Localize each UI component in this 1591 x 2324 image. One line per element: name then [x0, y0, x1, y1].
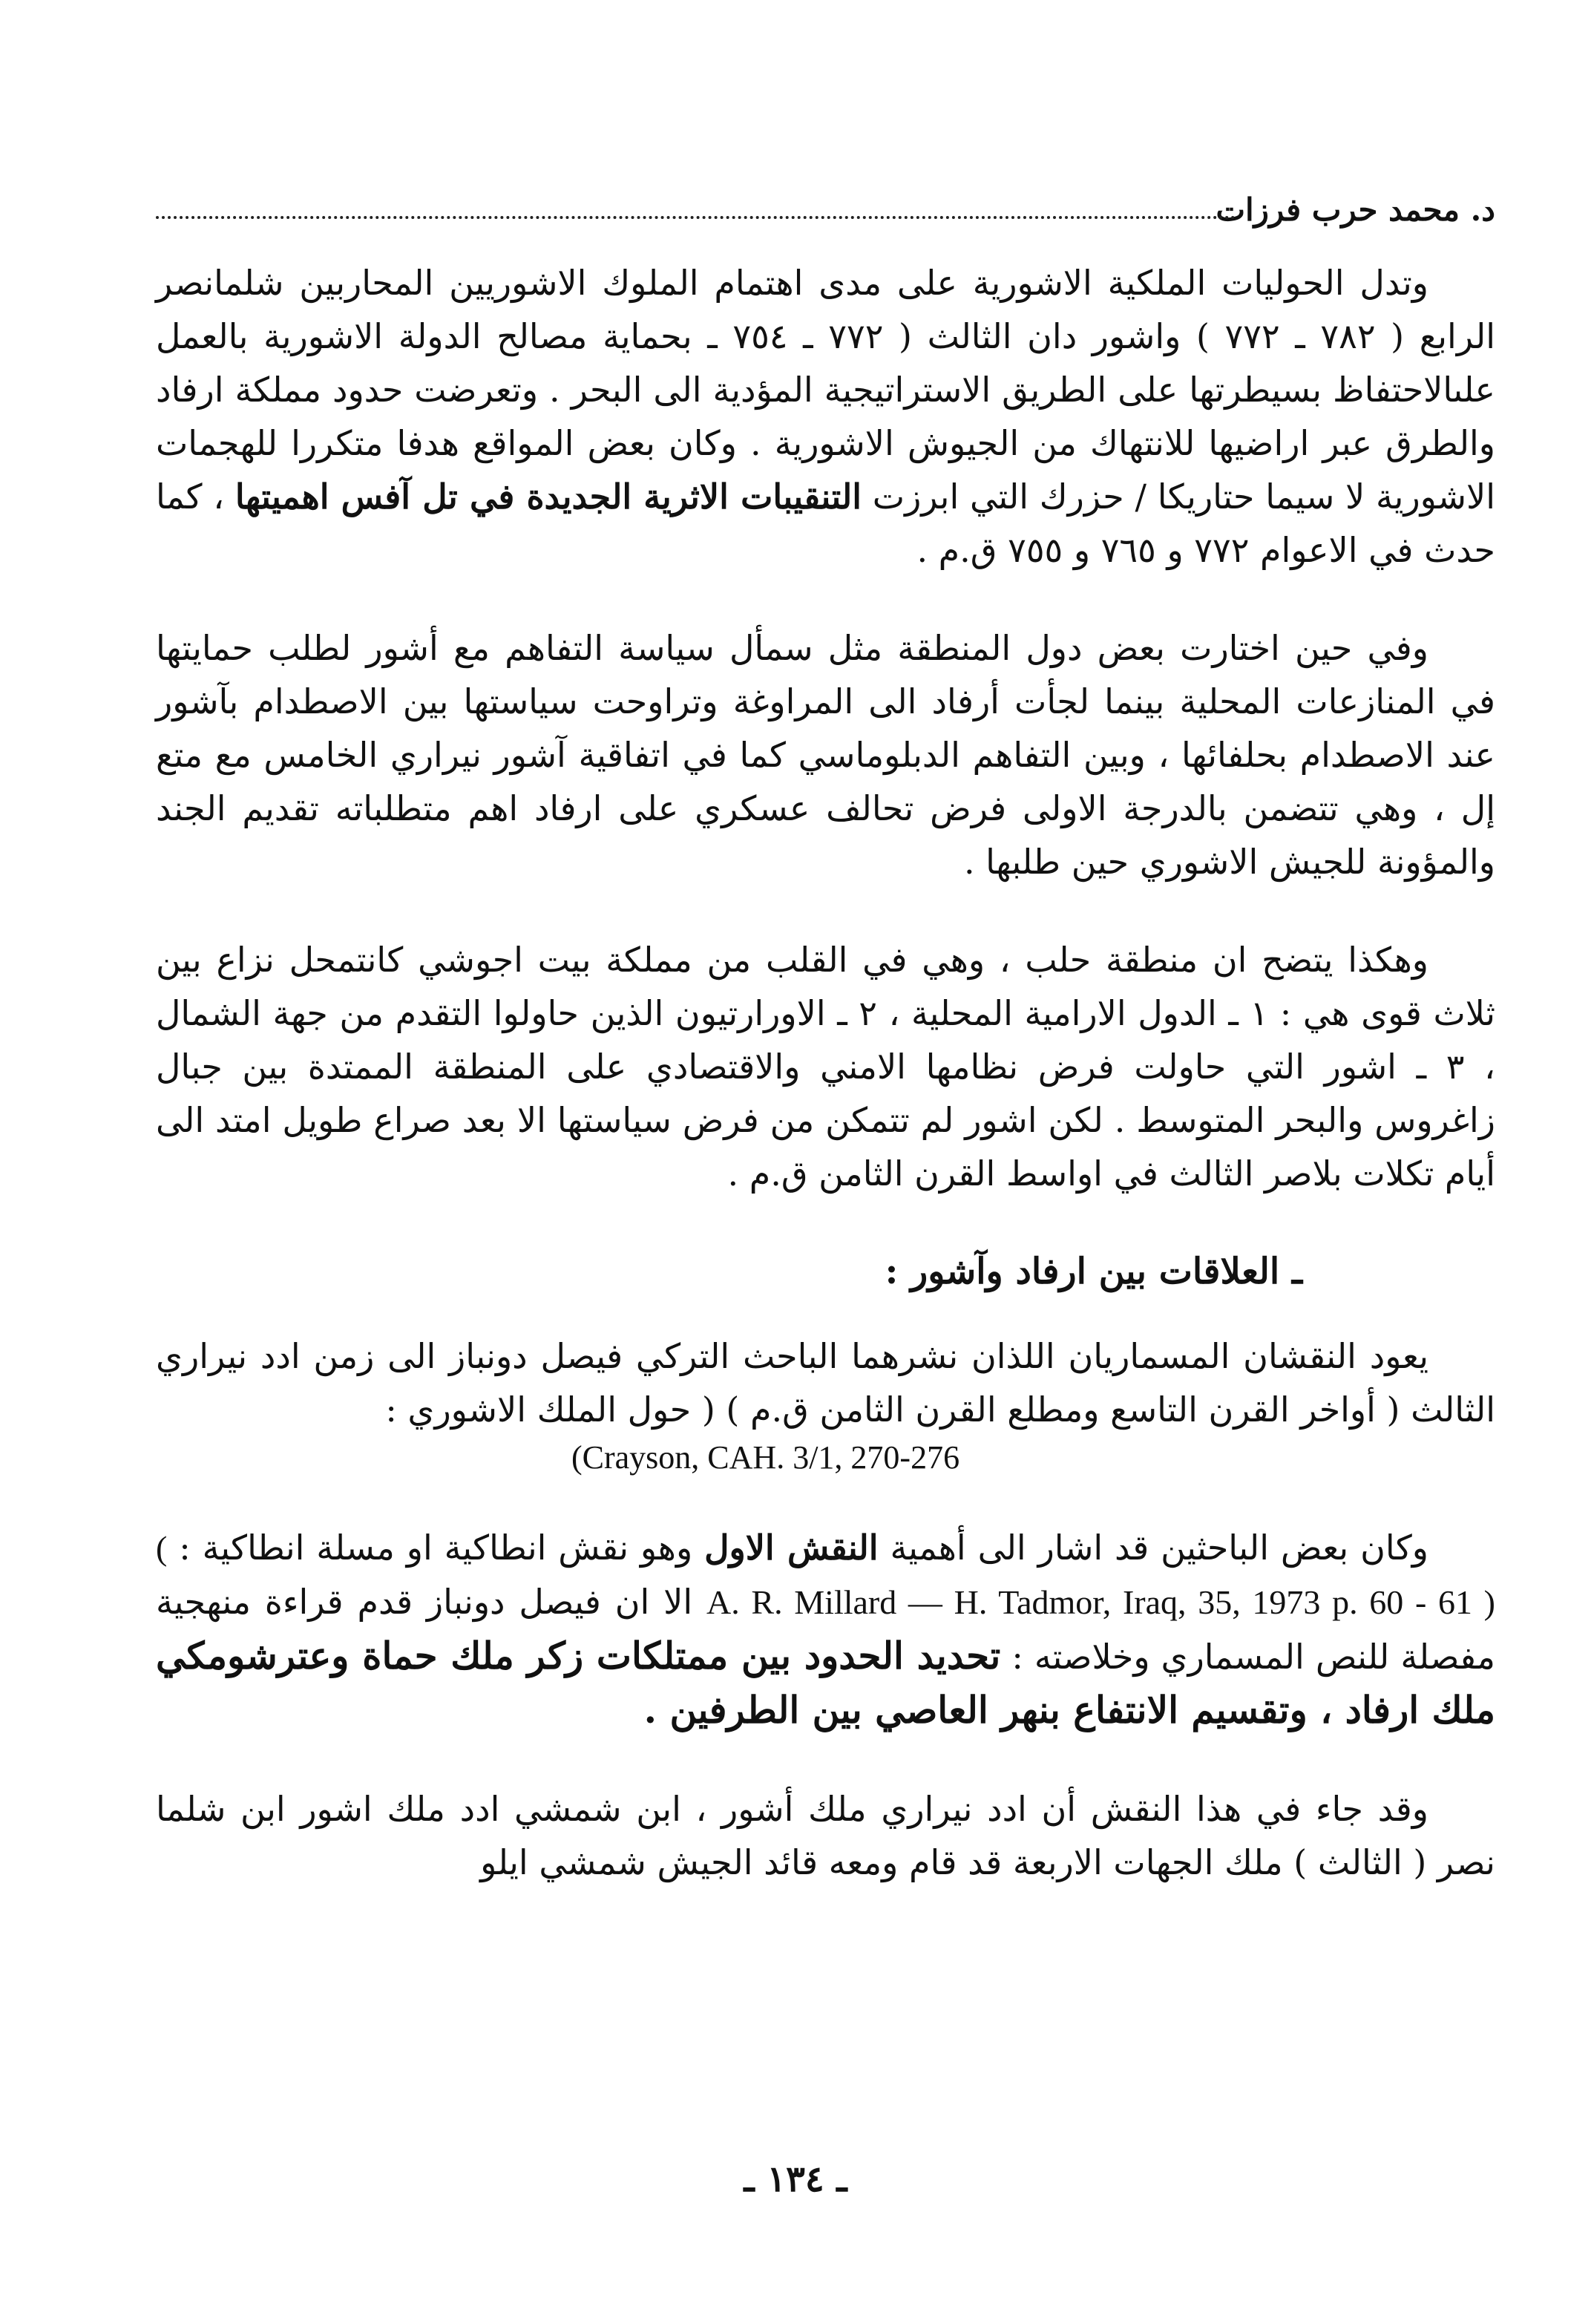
paragraph-4: [156, 1329, 1495, 1436]
paragraph-5-start: وكان بعض الباحثين قد اشار الى أهمية: [890, 1528, 1429, 1568]
paragraph-5-conclusion: تحديد الحدود بين ممتلكات زكر ملك حماة وعترشومكي ملك ارفاد ، وتقسيم الانتفاع بنهر العاصي بين الطرفين .: [156, 1634, 1495, 1732]
body-text: [156, 256, 1495, 1934]
paragraph-4-text: يعود النقشان المسماريان اللذان نشرهما الباحث التركي فيصل دونباز الى زمن ادد نيراري الثالث ( أواخر القرن التاسع ومطلع القرن الثامن ق.م ) ( حول الملك الاشوري :: [156, 1336, 1495, 1430]
paragraph-5-mid: وهو نقش انطاكية او مسلة انطاكية :: [179, 1528, 693, 1568]
paragraph-1: [156, 256, 1495, 577]
paragraph-4-reference: (Crayson, CAH. 3/1, 270-276: [571, 1439, 960, 1476]
paragraph-6: وقد جاء في هذا النقش أن ادد نيراري ملك أشور ، ابن شمشي ادد ملك اشور ابن شلما نصر ( الثالث ) ملك الجهات الاربعة قد قام ومعه قائد الجيش شمشي ايلو: [156, 1789, 1495, 1882]
paragraph-5-reference: ( A. R. Millard — H. Tadmor, Iraq, 35, 1973 p. 60 - 61 ): [156, 1529, 1495, 1621]
author-name: د. محمد حرب فرزات: [1208, 192, 1495, 229]
running-header: [156, 192, 1495, 229]
page-number: ـ ١٣٤ ـ: [744, 2158, 847, 2200]
header-dotted-rule: [156, 216, 1236, 219]
section-heading: ـ العلاقات بين ارفاد وآشور :: [885, 1251, 1302, 1292]
paragraph-3: وهكذا يتضح ان منطقة حلب ، وهي في القلب من مملكة بيت اجوشي كانتمحل نزاع بين ثلاث قوى هي : ١ ـ الدول الارامية المحلية ، ٢ ـ الاورارتيون الذين حاولوا التقدم من جهة الشمال ، ٣ ـ اشور التي حاولت فرض نظامها الامني والاقتصادي على المنطقة الممتدة بين جبال زاغروس والبحر المتوسط . لكن اشور لم تتمكن من فرض سياستها الا بعد صراع طويل امتد الى أيام تكلات بلاصر الثالث في اواسط القرن الثامن ق.م .: [156, 940, 1496, 1194]
paragraph-1-end: ، كما حدث في الاعوام ٧٧٢ و ٧٦٥ و ٧٥٥ ق.م .: [156, 477, 1495, 570]
paragraph-5-bold: النقش الاول: [704, 1528, 879, 1568]
paragraph-5-end: الا ان فيصل دونباز قدم قراءة منهجية مفصلة للنص المسماري وخلاصته :: [156, 1582, 1496, 1677]
paragraph-1-bold: التنقيبات الاثرية الجديدة في تل آفس اهميتها: [234, 477, 862, 517]
paragraph-2: وفي حين اختارت بعض دول المنطقة مثل سمأل سياسة التفاهم مع أشور لطلب حمايتها في المنازعات المحلية بينما لجأت أرفاد الى المراوغة وتراوحت سياستها بين الاصطدام بآشور عند الاصطدام بحلفائها ، وبين التفاهم الدبلوماسي كما في اتفاقية آشور نيراري الخامس مع متع إل ، وهي تتضمن بالدرجة الاولى فرض تحالف عسكري على ارفاد اهم متطلباته تقديم الجند والمؤونة للجيش الاشوري حين طلبها .: [156, 628, 1495, 882]
paragraph-5: [156, 1521, 1495, 1738]
paragraph-1-text: وتدل الحوليات الملكية الاشورية على مدى اهتمام الملوك الاشوريين المحاربين شلمانصر الرابع ( ٧٨٢ ـ ٧٧٢ ) واشور دان الثالث ( ٧٧٢ ـ ٧٥٤ ـ بحماية مصالح الدولة الاشورية بالعمل علىالاحتفاظ بسيطرتها على الطريق الاستراتيجية المؤدية الى البحر . وتعرضت حدود مملكة ارفاد والطرق عبر اراضيها للانتهاك من الجيوش الاشورية . وكان بعض المواقع هدفا متكررا للهجمات الاشورية لا سيما حتاريكا / حزرك التي ابرزت: [156, 263, 1496, 517]
